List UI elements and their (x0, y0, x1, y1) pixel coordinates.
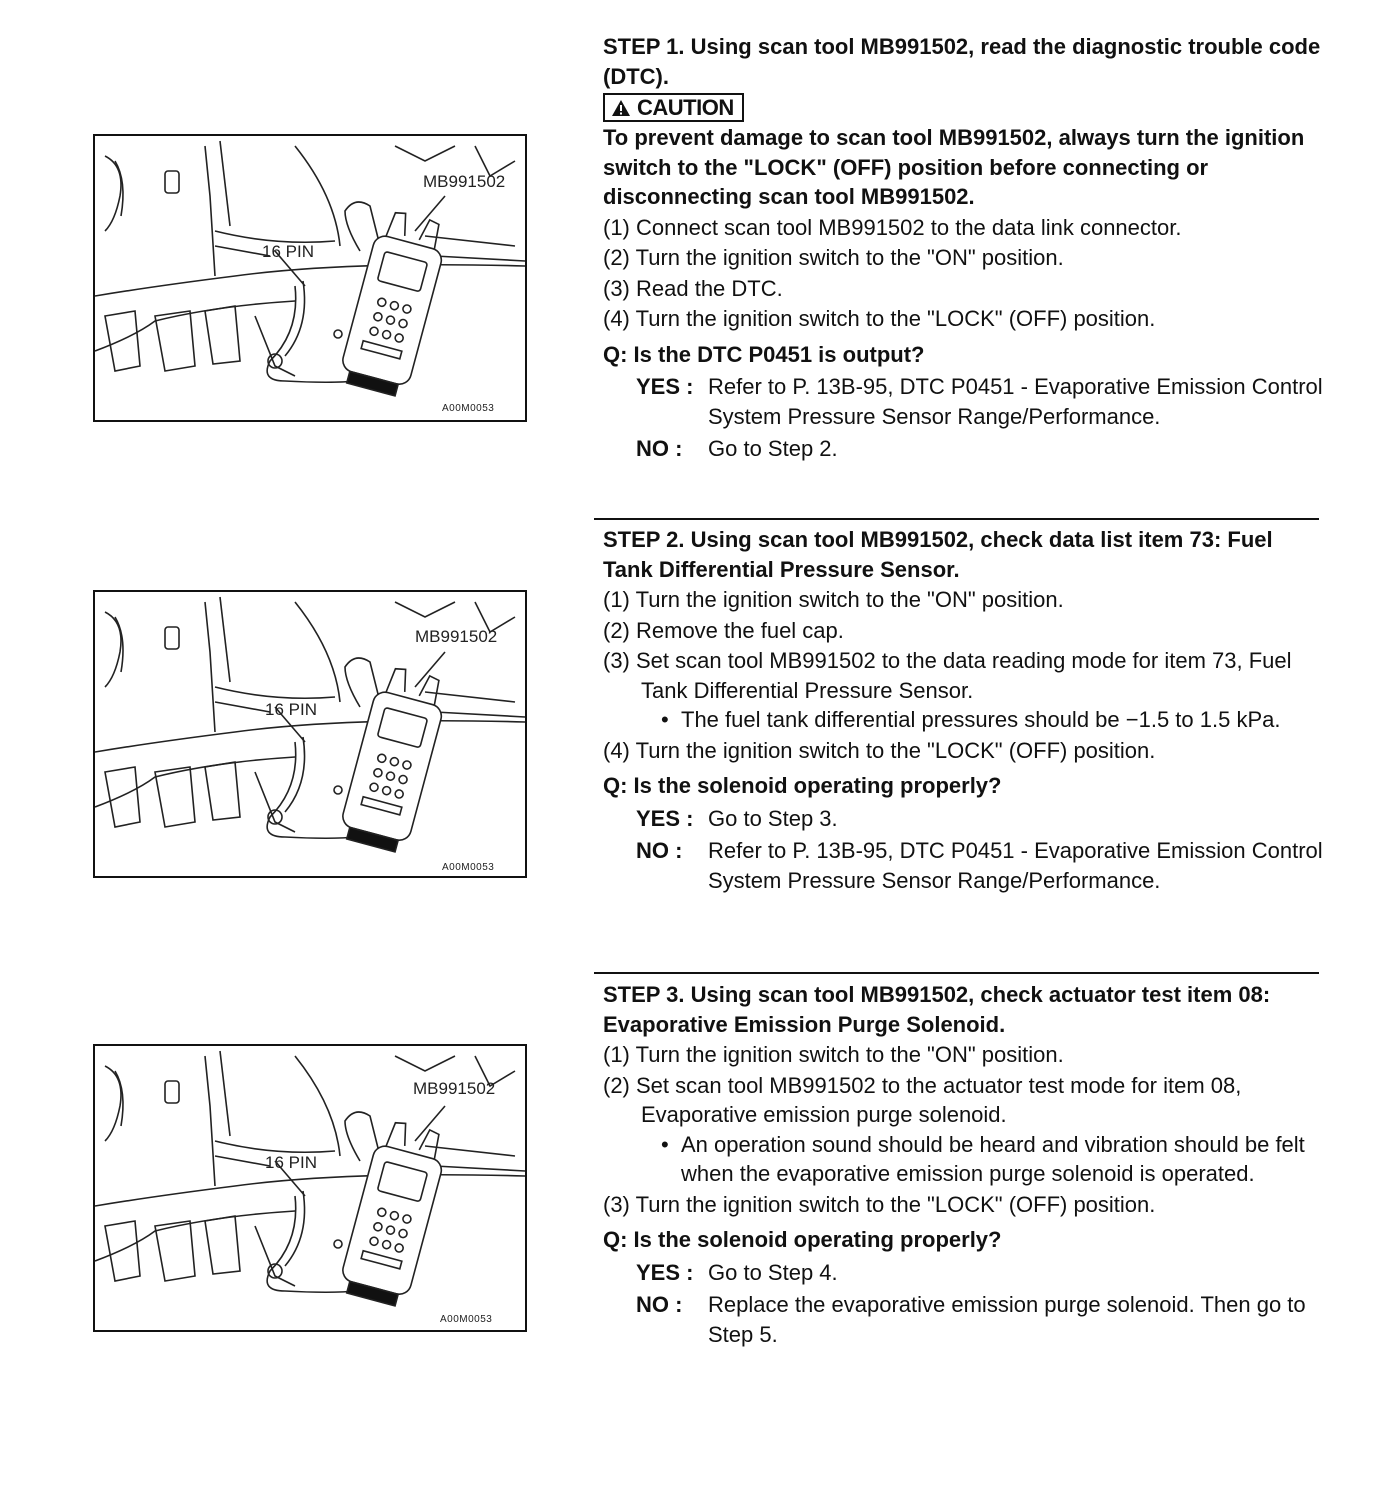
answer-no (636, 434, 1323, 464)
bullet-note (603, 1130, 1323, 1189)
answer-text: Go to Step 2. (708, 436, 838, 461)
bullet-note (603, 705, 1323, 735)
figure-scan-tool-connection-2 (93, 590, 527, 878)
procedure-item: (1) Turn the ignition switch to the "ON" position. (603, 587, 1064, 612)
procedure-item: (4) Turn the ignition switch to the "LOCK" (OFF) position. (603, 306, 1156, 331)
answer-text: Refer to P. 13B-95, DTC P0451 - Evaporative Emission Control System Pressure Sensor Range/Performance. (708, 374, 1323, 429)
step-heading: STEP 3. Using scan tool MB991502, check actuator test item 08: Evaporative Emission Purge Solenoid. (603, 982, 1271, 1037)
answer-key: YES : (636, 1259, 694, 1285)
answer-key: NO : (636, 1292, 683, 1317)
procedure-item: (2) Turn the ignition switch to the "ON" position. (603, 245, 1064, 270)
section-divider (594, 518, 1319, 520)
answer-yes (636, 1258, 1323, 1288)
answer-key: NO : (636, 436, 683, 461)
answer-text: Replace the evaporative emission purge solenoid. Then go to Step 5. (708, 1292, 1306, 1347)
figure-pin-label: 16 PIN (265, 700, 317, 719)
step-2-section (603, 525, 1323, 895)
answer-text: Go to Step 3. (708, 805, 838, 831)
step-3-section (603, 980, 1323, 1349)
step-heading: STEP 2. Using scan tool MB991502, check data list item 73: Fuel Tank Differential Pressure Sensor. (603, 527, 1273, 582)
figure-scan-tool-connection-3 (93, 1044, 527, 1332)
figure-code: A00M0053 (442, 862, 495, 873)
procedure-item: (3) Read the DTC. (603, 275, 783, 301)
answer-text: Refer to P. 13B-95, DTC P0451 - Evaporative Emission Control System Pressure Sensor Range/Performance. (708, 838, 1323, 893)
procedure-item: (3) Turn the ignition switch to the "LOCK" (OFF) position. (603, 1191, 1156, 1217)
answer-no (636, 836, 1323, 895)
section-divider (594, 972, 1319, 974)
figure-pin-label: 16 PIN (265, 1153, 317, 1172)
answer-key: YES : (636, 805, 694, 831)
answer-key: NO : (636, 838, 683, 863)
procedure-item: (1) Turn the ignition switch to the "ON" position. (603, 1042, 1064, 1067)
procedure-item: (3) Set scan tool MB991502 to the data reading mode for item 73, Fuel Tank Differential Pressure Sensor. (603, 648, 1292, 703)
answer-key: YES : (636, 374, 694, 399)
bullet-dot-icon: • (661, 707, 669, 732)
figure-tool-label: MB991502 (423, 172, 506, 191)
procedure-item: (2) Set scan tool MB991502 to the actuator test mode for item 08, Evaporative emission purge solenoid. (603, 1072, 1242, 1127)
warning-triangle-icon (611, 99, 631, 117)
caution-text: To prevent damage to scan tool MB991502, always turn the ignition switch to the "LOCK" (OFF) position before connecting or disconnecting scan tool MB991502. (603, 125, 1305, 209)
answer-yes (636, 372, 1323, 431)
figure-pin-label: 16 PIN (262, 242, 314, 261)
bullet-dot-icon: • (661, 1131, 669, 1157)
question: Q: Is the solenoid operating properly? (603, 1227, 1002, 1252)
caution-label: CAUTION (637, 95, 734, 120)
answer-yes (636, 804, 1323, 834)
answer-text: Go to Step 4. (708, 1259, 838, 1285)
figure-code: A00M0053 (442, 403, 495, 414)
bullet-text: An operation sound should be heard and vibration should be felt when the evaporative emission purge solenoid is operated. (681, 1131, 1305, 1186)
question: Q: Is the DTC P0451 is output? (603, 341, 925, 367)
question: Q: Is the solenoid operating properly? (603, 773, 1002, 798)
bullet-text: The fuel tank differential pressures should be −1.5 to 1.5 kPa. (681, 707, 1281, 732)
step-1-section (603, 32, 1323, 464)
figure-tool-label: MB991502 (415, 627, 498, 646)
figure-tool-label: MB991502 (413, 1079, 496, 1098)
procedure-item: (1) Connect scan tool MB991502 to the data link connector. (603, 214, 1182, 240)
procedure-item: (4) Turn the ignition switch to the "LOCK" (OFF) position. (603, 737, 1156, 763)
answer-no (636, 1290, 1323, 1349)
caution-box (603, 93, 744, 122)
procedure-item: (2) Remove the fuel cap. (603, 617, 844, 643)
figure-code: A00M0053 (440, 1314, 493, 1325)
figure-scan-tool-connection-1 (93, 134, 527, 422)
step-heading: STEP 1. Using scan tool MB991502, read the diagnostic trouble code (DTC). (603, 34, 1321, 89)
